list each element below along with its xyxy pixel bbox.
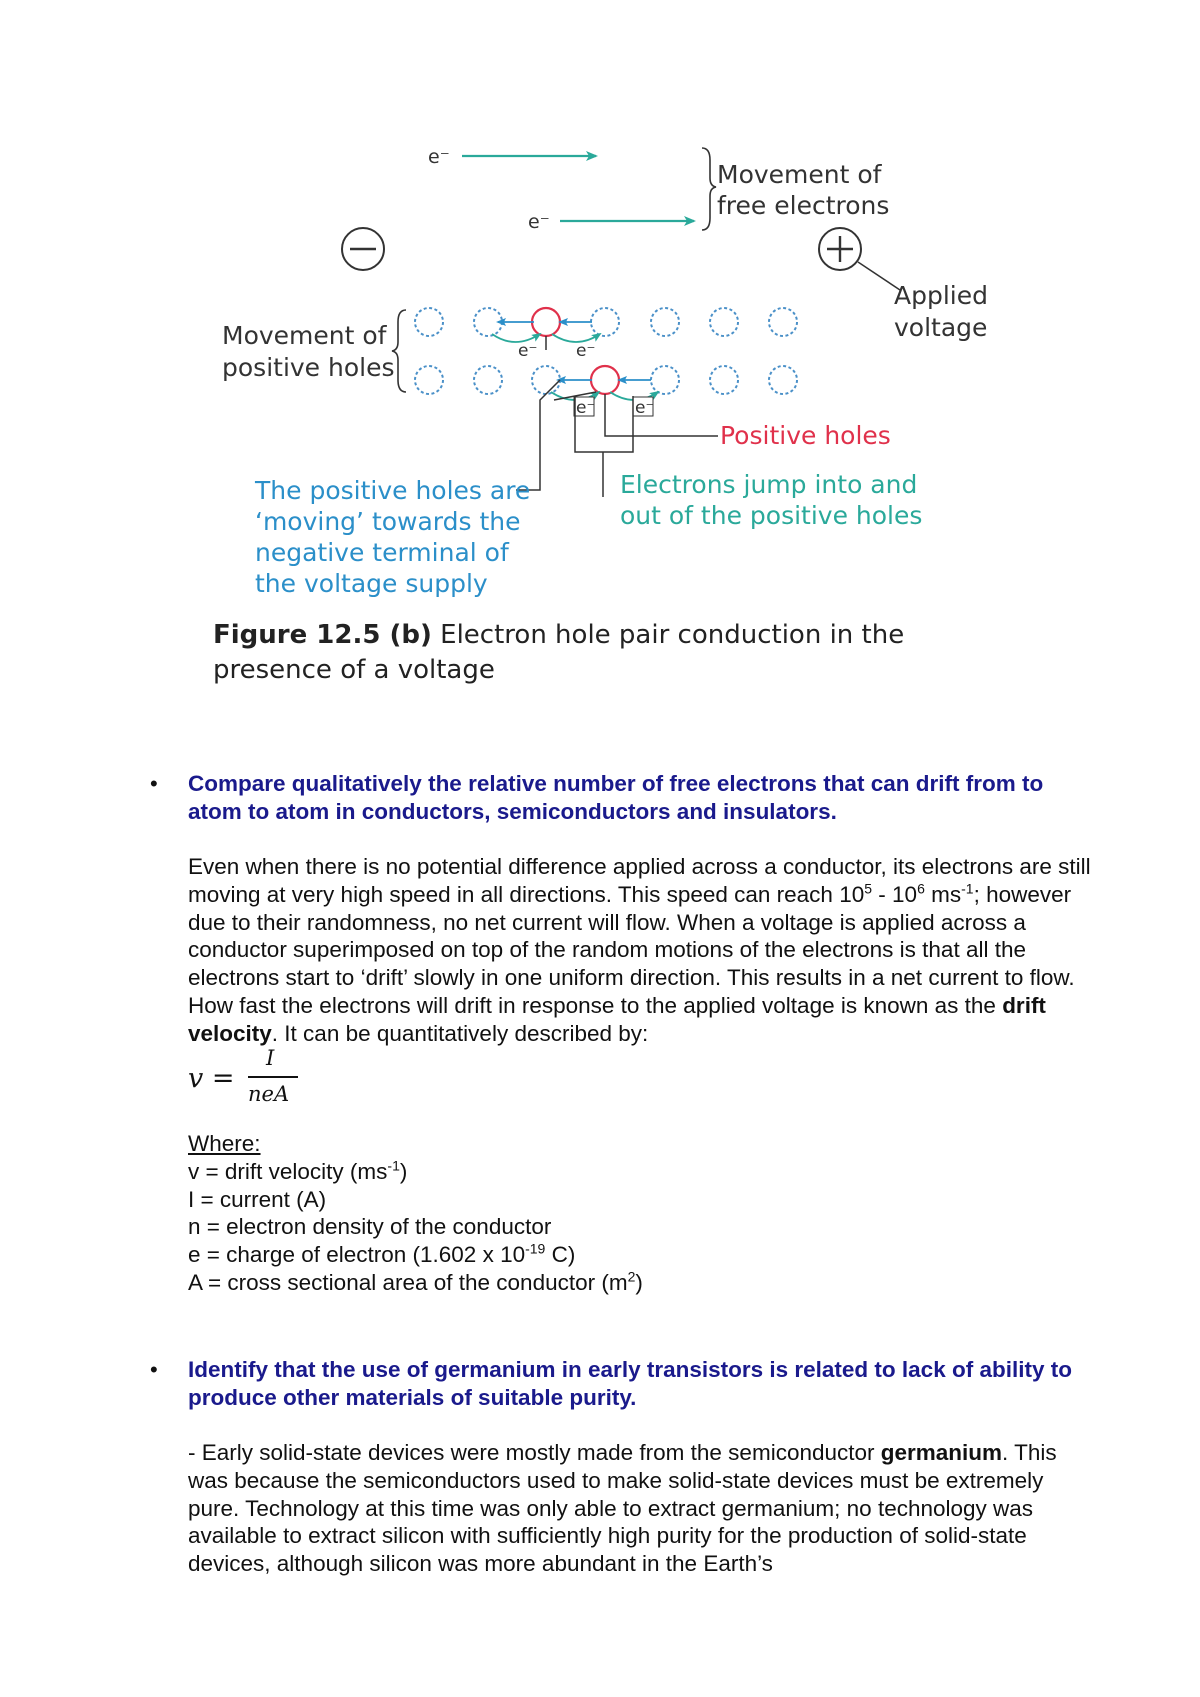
section-drift-velocity: [150, 770, 1100, 1048]
figure-diagram: [0, 0, 1200, 720]
variable-definitions: [188, 1130, 643, 1297]
positive-holes-label: Positive holes: [720, 421, 891, 450]
holes-moving-line2: ‘moving’ towards the: [255, 507, 521, 536]
row2-electron-label-1: e⁻: [576, 398, 596, 418]
def-v: v = drift velocity $(ms^{-1})$: [188, 1157, 408, 1184]
bullet-1: •: [150, 771, 158, 796]
positive-hole-2: [591, 366, 619, 394]
drift-velocity-formula: [188, 1046, 348, 1106]
atom-row-2: [415, 366, 797, 394]
germanium-term: germanium: [880, 1440, 1003, 1465]
applied-voltage-line1: Applied: [894, 281, 988, 310]
applied-voltage-line2: voltage: [894, 313, 988, 342]
free-electrons-brace: [702, 148, 716, 230]
electrons-jump-line1: Electrons jump into and: [620, 470, 918, 499]
section-germanium: [150, 1356, 1100, 1578]
formula-numerator: I: [266, 1046, 275, 1070]
def-i: I = current (A): [188, 1186, 327, 1212]
holes-moving-line4: the voltage supply: [255, 569, 488, 598]
holes-moving-line1: The positive holes are: [255, 476, 531, 505]
def-a: A = cross sectional area of the conductor $(m^2)$: [188, 1268, 643, 1295]
free-electron-label-2: e⁻: [528, 211, 550, 233]
def-e: e = charge of electron (1.602 x $10^{-19}$ C): [188, 1240, 576, 1268]
movement-positive-holes-line1: Movement of: [222, 321, 387, 350]
electrons-jump-line2: out of the positive holes: [620, 501, 923, 530]
row2-electron-label-2: e⁻: [635, 398, 655, 418]
bullet-2: •: [150, 1357, 158, 1382]
section2-heading: Identify that the use of germanium in early transistors is related to lack of ability to produce other materials of suitable purity.: [188, 1357, 1072, 1410]
holes-moving-line3: negative terminal of: [255, 538, 509, 567]
formula-lhs: v =: [188, 1063, 235, 1094]
formula-denominator: neA: [248, 1082, 290, 1106]
where-label: Where:: [188, 1131, 261, 1156]
movement-positive-holes-line2: positive holes: [222, 353, 395, 382]
free-electron-label-1: e⁻: [428, 146, 450, 168]
positive-terminal-icon: [819, 228, 861, 270]
section2-paragraph: - Early solid-state devices were mostly made from the semiconductor germanium. This was because the semiconductors used to make solid-state devices must be extremely pure. Technology at this time was only able to extract germanium; no technology was available to extract silicon with sufficiently high purity for the production of solid-state devices, although silicon was more abundant in the Earth’s: [188, 1440, 1057, 1577]
figure-electron-hole-conduction: [0, 0, 1200, 720]
drift-velocity-term: drift velocity: [188, 992, 1046, 1046]
atom-row-1: [415, 308, 797, 336]
def-n: n = electron density of the conductor: [188, 1214, 552, 1240]
positive-hole-1: [532, 308, 560, 336]
figure-caption-label: Figure 12.5 (b): [213, 620, 432, 650]
movement-free-electrons-line1: Movement of: [717, 160, 882, 189]
formula-fraction-bar: [248, 1076, 298, 1078]
figure-caption-text: Electron hole pair conduction in the presence of a voltage: [213, 620, 905, 685]
figure-caption: [213, 618, 973, 688]
section1-heading: Compare qualitatively the relative number of free electrons that can drift from to atom to atom in conductors, semiconductors and insulators.: [188, 771, 1044, 824]
row1-electron-label-1: e⁻: [518, 341, 538, 361]
row1-electron-label-2: e⁻: [576, 341, 596, 361]
section1-paragraph: Even when there is no potential difference applied across a conductor, its electrons are still moving at very high speed in all directions. This speed can reach $10^5 - 10^6$ $ms^{-1}$; however due to their randomness, no net current will flow. When a voltage is applied across a conductor superimposed on top of the random motions of the electrons is that all the electrons start to ‘drift’ slowly in one uniform direction. This results in a net current to flow. How fast the electrons will drift in response to the applied voltage is known as the drift velocity. It can be quantitatively described by:: [188, 854, 1091, 1046]
positive-holes-leader: [605, 394, 718, 436]
movement-free-electrons-line2: free electrons: [717, 191, 890, 220]
negative-terminal-icon: [342, 228, 384, 270]
